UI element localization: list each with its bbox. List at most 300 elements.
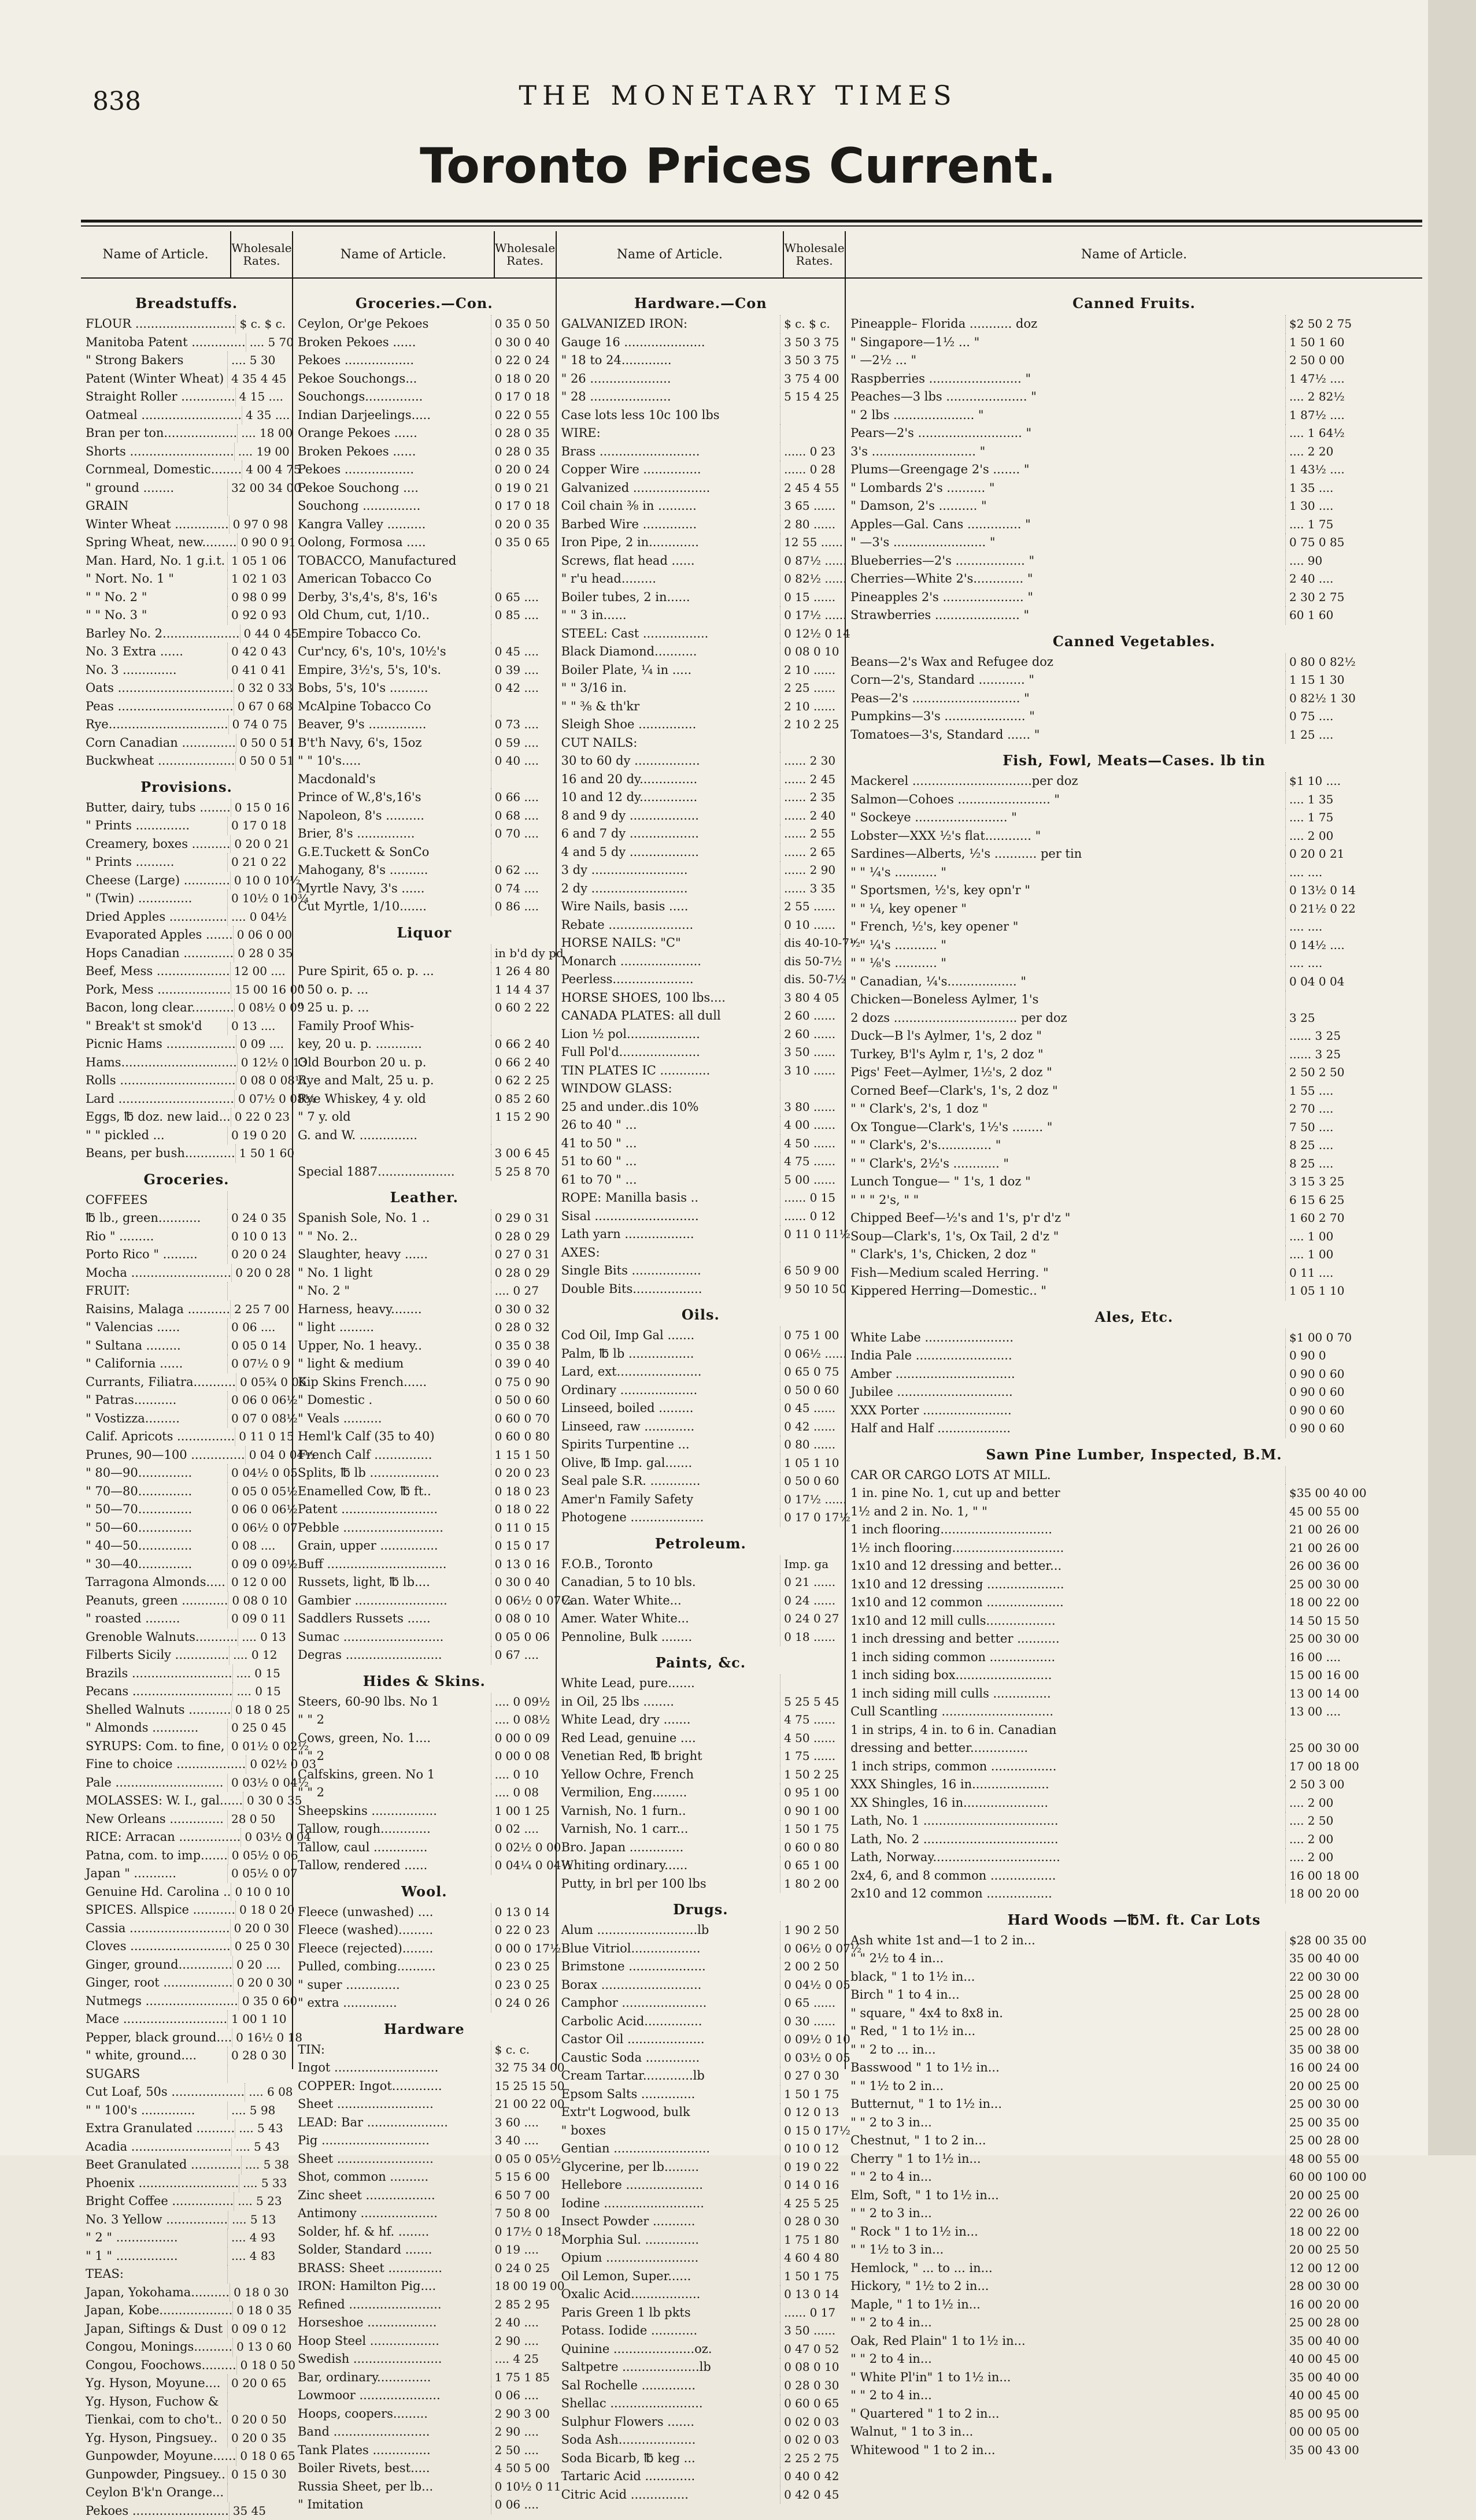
wholesale-rate: 0 09 0 11 <box>227 1610 292 1628</box>
price-row <box>81 351 292 370</box>
price-row <box>557 2195 845 2213</box>
wholesale-rate: 21 00 22 00 <box>491 2095 556 2114</box>
price-row <box>557 1766 845 1784</box>
wholesale-rate: 0 02 .... <box>491 1820 556 1839</box>
column-body <box>293 279 556 2514</box>
article-name: Beaver, 9's ............... <box>293 716 491 734</box>
price-row <box>293 1958 556 1976</box>
article-name: Bro. Japan .............. <box>557 1839 780 1857</box>
price-row <box>557 1418 845 1436</box>
article-name: Bright Coffee ................ <box>81 2192 234 2211</box>
price-row <box>557 1280 845 1299</box>
price-row <box>81 1500 292 1519</box>
wholesale-rate <box>491 625 556 643</box>
wholesale-rate: 0 20 0 35 <box>227 2429 292 2448</box>
price-row <box>81 333 292 352</box>
article-name: " 26 ..................... <box>557 370 780 388</box>
wholesale-rate: 0 75 0 90 <box>491 1373 556 1392</box>
price-row <box>293 1209 556 1228</box>
wholesale-rate: 0 06½ 0 07½ <box>491 1592 556 1610</box>
wholesale-rate: 0 35 0 65 <box>491 533 556 552</box>
price-row <box>846 1666 1422 1685</box>
wholesale-rate: .... .... <box>1285 918 1422 936</box>
wholesale-rate: 48 00 55 00 <box>1285 2150 1422 2169</box>
wholesale-rate: 0 06 .... <box>491 2386 556 2405</box>
section-heading: Fish, Fowl, Meats—Cases. lb tin <box>846 752 1422 769</box>
wholesale-rate: 1 05 1 10 <box>1285 1282 1422 1300</box>
price-row <box>293 1610 556 1628</box>
price-row <box>846 1484 1422 1503</box>
wholesale-rate: 0 03½ 0 04 <box>241 1828 305 1847</box>
wholesale-rate: 0 06 0 00 <box>233 926 292 944</box>
wholesale-rate: 0 08 0 10 <box>780 2358 845 2377</box>
column-header <box>81 231 292 279</box>
article-name: Fine to choice .................. <box>81 1755 246 1774</box>
article-name: Cur'ncy, 6's, 10's, 10½'s <box>293 643 491 661</box>
wholesale-rate: 0 20 0 30 <box>230 1919 292 1938</box>
article-name: LEAD: Bar ..................... <box>293 2114 491 2132</box>
article-name: " super .............. <box>293 1976 491 1995</box>
price-row <box>293 1072 556 1090</box>
article-name: Monarch ..................... <box>557 953 780 971</box>
price-row <box>81 2102 292 2120</box>
price-row <box>293 2423 556 2441</box>
price-row <box>81 1090 292 1109</box>
price-row <box>293 843 556 862</box>
price-row <box>293 999 556 1017</box>
price-row <box>846 2441 1422 2460</box>
price-row <box>846 918 1422 936</box>
price-row <box>293 1300 556 1319</box>
price-row <box>81 1017 292 1036</box>
article-name: Pecans .......................... <box>81 1683 232 1701</box>
article-name: Red Lead, genuine .... <box>557 1729 780 1748</box>
wholesale-rate: 0 00 0 09 <box>491 1729 556 1748</box>
article-name: " " 100's .............. <box>81 2102 227 2120</box>
price-row <box>81 643 292 661</box>
wholesale-rate: 25 00 30 00 <box>1285 2095 1422 2114</box>
price-row <box>557 1555 845 1574</box>
price-row <box>846 406 1422 425</box>
price-row <box>557 1875 845 1893</box>
article-name: B't'h Navy, 6's, 15oz <box>293 734 491 753</box>
price-row <box>81 1992 292 2011</box>
wholesale-rate: 0 15 0 17½ <box>780 2122 845 2140</box>
wholesale-rate <box>227 2393 292 2411</box>
price-row <box>557 2030 845 2049</box>
article-name: 2x4, 6, and 8 common ................. <box>846 1867 1285 1885</box>
wholesale-rate: 35 00 43 00 <box>1285 2441 1422 2460</box>
wholesale-rate: 25 00 30 00 <box>1285 1739 1422 1758</box>
article-name: Kangra Valley .......... <box>293 516 491 534</box>
wholesale-rate: 0 10 0 10½ <box>230 872 295 890</box>
price-row <box>293 716 556 734</box>
price-row <box>81 424 292 443</box>
wholesale-rate: 3 50 ...... <box>780 1043 845 1062</box>
wholesale-rate: 8 25 .... <box>1285 1155 1422 1173</box>
price-row <box>846 1046 1422 1064</box>
price-row <box>81 1883 292 1902</box>
article-name: Splits, ℔ lb .................. <box>293 1464 491 1483</box>
price-row <box>293 388 556 406</box>
price-row <box>846 388 1422 406</box>
wholesale-rate: 0 60 0 70 <box>491 1410 556 1428</box>
price-row <box>846 1466 1422 1485</box>
article-name: Cream Tartar.............lb <box>557 2067 780 2085</box>
column-2 <box>293 231 557 2069</box>
price-row <box>846 2241 1422 2259</box>
wholesale-rate: 1 75 1 85 <box>491 2369 556 2387</box>
wholesale-rate: 0 13½ 0 14 <box>1285 881 1422 900</box>
price-row <box>846 2350 1422 2369</box>
price-row <box>846 900 1422 918</box>
article-name: Swedish ....................... <box>293 2350 491 2369</box>
wholesale-rate: 1 47½ .... <box>1285 370 1422 388</box>
price-row <box>293 1537 556 1555</box>
article-name: Butternut, " 1 to 1½ in... <box>846 2095 1285 2114</box>
wholesale-rate: 0 18 0 25 <box>231 1701 292 1719</box>
price-row <box>293 333 556 352</box>
article-name: SYRUPS: Com. to fine, <box>81 1737 227 1756</box>
article-name: Broken Pekoes ...... <box>293 443 491 461</box>
article-name: 1 inch flooring............................. <box>846 1521 1285 1539</box>
article-name: AXES: <box>557 1244 780 1262</box>
article-name: Strawberries ...................... " <box>846 606 1285 625</box>
wholesale-rate: 0 05 0 06 <box>491 1628 556 1647</box>
price-row <box>293 2332 556 2351</box>
article-name: Creamery, boxes .......... <box>81 835 230 854</box>
price-row <box>81 2119 292 2138</box>
price-row <box>557 1080 845 1098</box>
article-name: CANADA PLATES: all dull <box>557 1007 780 1025</box>
wholesale-rate: 0 17 0 18 <box>491 388 556 406</box>
wholesale-rate: 4 35 .... <box>242 406 292 425</box>
article-name: COFFEES <box>81 1191 227 1210</box>
article-name: Chicken—Boneless Aylmer, 1's <box>846 991 1285 1009</box>
price-row <box>81 2247 292 2266</box>
article-name: Galvanized .................... <box>557 479 780 498</box>
wholesale-rate: 1 05 1 10 <box>780 1454 845 1473</box>
article-name <box>293 944 491 963</box>
article-name: Band ......................... <box>293 2423 491 2441</box>
wholesale-rate: .... 5 38 <box>241 2156 292 2174</box>
price-row <box>846 479 1422 498</box>
price-row <box>81 1755 292 1774</box>
wholesale-rate: 0 39 .... <box>491 661 556 680</box>
price-row <box>846 726 1422 744</box>
article-name: Russets, light, ℔ lb.... <box>293 1573 491 1592</box>
price-row <box>81 2411 292 2429</box>
article-name: black, " 1 to 1½ in... <box>846 1968 1285 1987</box>
price-row <box>557 388 845 406</box>
article-name: Fleece (washed)......... <box>293 1921 491 1940</box>
wholesale-rate: 0 74 .... <box>491 880 556 898</box>
wholesale-rate: 0 42 0 45 <box>780 2486 845 2504</box>
wholesale-rate: 28 00 30 00 <box>1285 2277 1422 2296</box>
wholesale-rate: 40 00 45 00 <box>1285 2386 1422 2405</box>
price-row <box>81 2174 292 2193</box>
wholesale-rate: 0 28 0 35 <box>491 443 556 461</box>
article-name: Soup—Clark's, 1's, Ox Tail, 2 d'z " <box>846 1228 1285 1246</box>
article-name: Cut Loaf, 50s ................... <box>81 2083 245 2102</box>
section-heading: Drugs. <box>557 1901 845 1918</box>
wholesale-rate: 0 05½ 0 06 <box>228 1847 293 1865</box>
wholesale-rate: 0 24 ...... <box>780 1592 845 1610</box>
article-name: Extr't Logwood, bulk <box>557 2103 780 2122</box>
article-name: " Vostizza......... <box>81 1410 227 1428</box>
wholesale-rate: 3 80 ...... <box>780 1098 845 1117</box>
wholesale-rate: 0 13 .... <box>227 1017 292 1036</box>
article-name: Linseed, boiled ......... <box>557 1399 780 1418</box>
article-name: Hemlock, " ... to ... in... <box>846 2259 1285 2278</box>
wholesale-rate: 2 80 ...... <box>780 516 845 534</box>
wholesale-rate: .... 0 13 <box>238 1628 292 1647</box>
wholesale-rate: 0 05¾ 0 06 <box>236 1373 301 1392</box>
article-name: STEEL: Cast ................. <box>557 625 780 643</box>
price-row <box>293 1592 556 1610</box>
wholesale-rate: 21 00 26 00 <box>1285 1539 1422 1558</box>
article-name: Solder, Standard ....... <box>293 2241 491 2259</box>
price-row <box>846 2168 1422 2187</box>
article-name: " white, ground.... <box>81 2047 227 2065</box>
wholesale-rate <box>491 1017 556 1036</box>
price-row <box>557 2122 845 2140</box>
price-row <box>81 2374 292 2393</box>
price-row <box>293 1228 556 1246</box>
price-row <box>293 1628 556 1647</box>
wholesale-rate: .... 2 00 <box>1285 1794 1422 1813</box>
article-name: Palm, ℔ lb ................. <box>557 1345 780 1363</box>
price-row <box>81 2356 292 2375</box>
price-row <box>81 1410 292 1428</box>
article-name: Kip Skins French...... <box>293 1373 491 1392</box>
article-name: Rye Whiskey, 4 y. old <box>293 1090 491 1109</box>
article-name: " —3's ........................ " <box>846 533 1285 552</box>
price-row <box>81 461 292 479</box>
price-row <box>293 2386 556 2405</box>
price-row <box>557 625 845 643</box>
article-name: 2 dozs ................................ per doz <box>846 1009 1285 1028</box>
price-row <box>557 1116 845 1135</box>
price-row <box>293 2132 556 2150</box>
article-name: Solder, hf. & hf. ........ <box>293 2223 491 2241</box>
article-name: " Sockeye ........................ " <box>846 809 1285 827</box>
price-row <box>81 516 292 534</box>
article-name <box>293 1144 491 1163</box>
price-row <box>846 881 1422 900</box>
wholesale-rate: 0 04 0 04 <box>1285 973 1422 991</box>
wholesale-rate: 1 87½ .... <box>1285 406 1422 425</box>
article-name: " " 1½ to 2 in... <box>846 2077 1285 2096</box>
price-row <box>557 1225 845 1244</box>
price-row <box>81 981 292 999</box>
wholesale-rate: 0 17 0 18 <box>227 817 292 835</box>
price-row <box>846 1758 1422 1776</box>
article-name: Sal Rochelle .............. <box>557 2377 780 2395</box>
wholesale-rate: 0 08 0 10 <box>780 643 845 661</box>
article-name: in Oil, 25 lbs ........ <box>557 1693 780 1711</box>
wholesale-rate: ...... 2 90 <box>780 861 845 880</box>
price-row <box>557 588 845 607</box>
price-row <box>293 770 556 789</box>
wholesale-rate: 0 23 0 25 <box>491 1976 556 1995</box>
price-row <box>846 1685 1422 1703</box>
wholesale-rate <box>1285 991 1422 1009</box>
wholesale-rate: 1 00 1 25 <box>491 1802 556 1821</box>
price-row <box>557 1747 845 1766</box>
price-row <box>293 1693 556 1711</box>
price-row <box>293 1446 556 1465</box>
price-row <box>557 898 845 916</box>
price-row <box>81 1446 292 1465</box>
price-row <box>846 1009 1422 1028</box>
price-row <box>846 606 1422 625</box>
wholesale-rate: .... 5 23 <box>234 2192 292 2211</box>
wholesale-rate: 0 28 0 29 <box>491 1264 556 1283</box>
price-row <box>81 1719 292 1737</box>
wholesale-rate: 5 25 8 70 <box>491 1163 556 1181</box>
wholesale-rate: 40 00 45 00 <box>1285 2350 1422 2369</box>
article-name: " Veals .......... <box>293 1410 491 1428</box>
wholesale-rate: 0 08½ 0 09 <box>234 999 299 1017</box>
price-row <box>846 1932 1422 1950</box>
wholesale-rate: 25 00 35 00 <box>1285 2114 1422 2132</box>
wholesale-rate: 5 15 6 00 <box>491 2168 556 2187</box>
article-name: Antimony .................... <box>293 2204 491 2223</box>
article-name: Beef, Mess ................... <box>81 962 230 981</box>
article-name: Peanuts, green ............ <box>81 1592 228 1610</box>
article-name: Acadia .......................... <box>81 2138 231 2156</box>
wholesale-rate: 25 00 28 00 <box>1285 2314 1422 2332</box>
price-row <box>557 661 845 680</box>
price-row <box>846 552 1422 570</box>
article-name: Sheet ......................... <box>293 2095 491 2114</box>
article-name: Full Pol'd..................... <box>557 1043 780 1062</box>
article-name: GALVANIZED IRON: <box>557 315 780 333</box>
article-name: Shorts ........................... <box>81 443 234 461</box>
article-name: Iodine .......................... <box>557 2195 780 2213</box>
wholesale-rate: ...... 2 45 <box>780 770 845 789</box>
price-row <box>846 791 1422 809</box>
price-row <box>81 799 292 817</box>
price-row <box>846 2296 1422 2314</box>
wholesale-rate: 1 80 2 00 <box>780 1875 845 1893</box>
price-row <box>557 734 845 753</box>
price-row <box>557 516 845 534</box>
wholesale-rate: 25 00 28 00 <box>1285 2004 1422 2023</box>
wholesale-rate: 0 75 1 00 <box>780 1326 845 1345</box>
wholesale-rate: 0 24 0 27 <box>780 1610 845 1628</box>
wholesale-rate: 16 00 18 00 <box>1285 1867 1422 1885</box>
price-row <box>557 2285 845 2304</box>
price-row <box>293 570 556 588</box>
article-name: Tomatoes—3's, Standard ...... " <box>846 726 1285 744</box>
price-row <box>557 1135 845 1153</box>
article-name: Carbolic Acid............... <box>557 2013 780 2031</box>
wholesale-rate: 7 50 .... <box>1285 1118 1422 1137</box>
price-row <box>557 1610 845 1628</box>
article-name: Buff ............................... <box>293 1555 491 1574</box>
wholesale-rate <box>491 698 556 716</box>
wholesale-rate <box>491 770 556 789</box>
price-row <box>846 772 1422 791</box>
price-row <box>846 1347 1422 1365</box>
price-row <box>81 734 292 753</box>
price-row <box>557 570 845 588</box>
column-body <box>846 279 1422 2459</box>
wholesale-rate: 15 00 16 00 <box>231 981 295 999</box>
article-name: Calif. Apricots ............... <box>81 1428 235 1446</box>
article-name: Beans—2's Wax and Refugee doz <box>846 653 1285 672</box>
article-name: SUGARS <box>81 2065 227 2084</box>
article-name: " extra .............. <box>293 1994 491 2013</box>
wholesale-rate: 3 50 3 75 <box>780 351 845 370</box>
article-name: " California ...... <box>81 1355 227 1373</box>
price-row <box>293 2223 556 2241</box>
wholesale-rate: 0 05½ 0 07 <box>227 1865 292 1883</box>
wholesale-rate: 6 50 9 00 <box>780 1262 845 1280</box>
wholesale-rate: 4 50 ...... <box>780 1135 845 1153</box>
price-row <box>81 2083 292 2102</box>
wholesale-rate: 0 29 0 31 <box>491 1209 556 1228</box>
wholesale-rate: .... 90 <box>1285 552 1422 570</box>
price-row <box>293 861 556 880</box>
price-row <box>557 443 845 461</box>
price-row <box>81 1737 292 1756</box>
wholesale-rate: 0 24 0 25 <box>491 2259 556 2278</box>
price-row <box>557 2158 845 2177</box>
wholesale-rate: 0 74 0 75 <box>228 716 292 734</box>
wholesale-rate: ...... 0 17 <box>780 2304 845 2322</box>
price-row <box>293 1282 556 1300</box>
article-name: 30 to 60 dy ................. <box>557 752 780 770</box>
wholesale-rate: 25 00 30 00 <box>1285 1576 1422 1594</box>
price-row <box>81 315 292 333</box>
article-name: Hams.............................. <box>81 1054 237 1072</box>
article-name: Morphia Sul. .............. <box>557 2231 780 2250</box>
wholesale-rate: 0 09 0 12 <box>227 2320 292 2339</box>
wholesale-rate: 4 15 .... <box>235 388 292 406</box>
article-name: Ceylon B'k'n Orange... <box>81 2484 227 2502</box>
article-name: Citric Acid ............... <box>557 2486 780 2504</box>
wholesale-rate: .... 1 64½ <box>1285 424 1422 443</box>
article-name: Mahogany, 8's .......... <box>293 861 491 880</box>
article-name: " 40—50.............. <box>81 1537 227 1555</box>
price-row <box>846 954 1422 973</box>
price-row <box>846 1264 1422 1283</box>
article-name: " " Clark's, 2's, 1 doz " <box>846 1100 1285 1118</box>
price-row <box>81 1646 292 1665</box>
article-name: Wire Nails, basis ..... <box>557 898 780 916</box>
wholesale-rate <box>780 734 845 753</box>
price-row <box>293 2405 556 2423</box>
wholesale-rate: 1 00 1 10 <box>227 2010 292 2029</box>
wholesale-rate: 0 04¼ 0 04½ <box>491 1856 556 1875</box>
article-name: Hoop Steel .................. <box>293 2332 491 2351</box>
wholesale-rate: 5 25 5 45 <box>780 1693 845 1711</box>
wholesale-rate: 1 50 1 60 <box>1285 333 1422 352</box>
price-row <box>81 2466 292 2484</box>
article-name: Degras ......................... <box>293 1646 491 1665</box>
article-name: Paris Green 1 lb pkts <box>557 2304 780 2322</box>
price-row <box>846 2223 1422 2241</box>
wholesale-rate: 3 15 3 25 <box>1285 1173 1422 1191</box>
price-row <box>293 625 556 643</box>
wholesale-rate: 3 40 .... <box>491 2132 556 2150</box>
article-name: Hoops, coopers......... <box>293 2405 491 2423</box>
wholesale-rate: 0 11 .... <box>1285 1264 1422 1283</box>
wholesale-rate: 0 03½ 0 04½ <box>227 1774 292 1792</box>
